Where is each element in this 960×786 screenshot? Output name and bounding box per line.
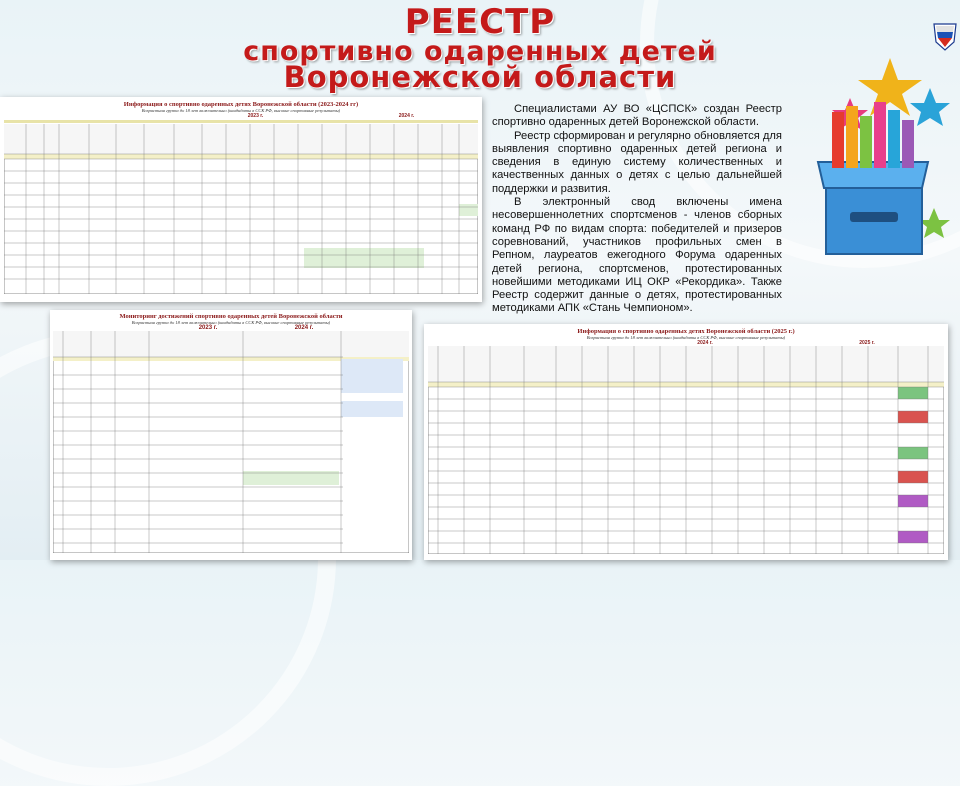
- doc1-table-grid: [4, 124, 478, 294]
- title-line3: Воронежской области: [283, 60, 677, 94]
- doc2-table-grid: [53, 331, 409, 553]
- doc3-table-grid: [428, 346, 944, 554]
- description: [492, 103, 782, 316]
- logo-icon: [930, 20, 960, 54]
- monitoring-document: [50, 310, 412, 560]
- description-p3: В электронный свод включены имена несовершеннолетних спортсменов - членов сборных команд РФ по видам спорта: победителей и призеров соревнований, участников профильных смен в Репном, лауреатов ежегодного Форума одаренных детей региона, спортсменов, протестированных новейшими методиками ИЦ ОКР «Рекордика». Также Реестр содержит данные о детях, протестированных методиками АПК «Стань Чемпионом».: [492, 196, 782, 315]
- doc1-year-a: 2023 г.: [247, 113, 264, 119]
- title-line2: спортивно одаренных детей: [243, 36, 717, 67]
- title-line1: РЕЕСТР: [404, 2, 556, 42]
- doc1-subheading: Возрастная группа до 18 лет включительно (кандидаты в ССК РФ, высокие спортивные результаты): [141, 108, 341, 113]
- registry-document-2023-2024: [0, 97, 482, 302]
- doc1-heading: Информация о спортивно одаренных детях Воронежской области (2023-2024 гг): [123, 101, 359, 108]
- doc2-subheading: Возрастная группа до 18 лет включительно (кандидаты в ССК РФ, высокие спортивные результаты): [131, 320, 331, 325]
- description-p1: Специалистами АУ ВО «ЦСПСК» создан Реестр спортивно одаренных детей Воронежской области.: [492, 103, 782, 129]
- description-p2: Реестр сформирован и регулярно обновляется для выявления спортивно одаренных детей региона и сведения в единую систему количественных и качественных данных о детях с целью дальнейшей поддержки и развития.: [492, 129, 782, 195]
- file-cabinet-icon: [808, 92, 938, 262]
- doc2-heading: Мониторинг достижений спортивно одаренных детей Воронежской области: [119, 313, 343, 320]
- doc2-year-a: 2023 г.: [198, 325, 218, 331]
- doc3-subheading: Возрастная группа до 18 лет включительно (кандидаты в ССК РФ, высокие спортивные результаты): [586, 335, 786, 340]
- registry-document-2025: [424, 324, 948, 560]
- doc3-heading: Информация о спортивно одаренных детях Воронежской области (2025 г.): [577, 328, 795, 335]
- doc3-year-a: 2024 г.: [697, 340, 713, 346]
- doc3-year-b: 2025 г.: [859, 340, 875, 346]
- doc1-year-b: 2024 г.: [398, 113, 415, 119]
- doc2-year-b: 2024 г.: [294, 325, 314, 331]
